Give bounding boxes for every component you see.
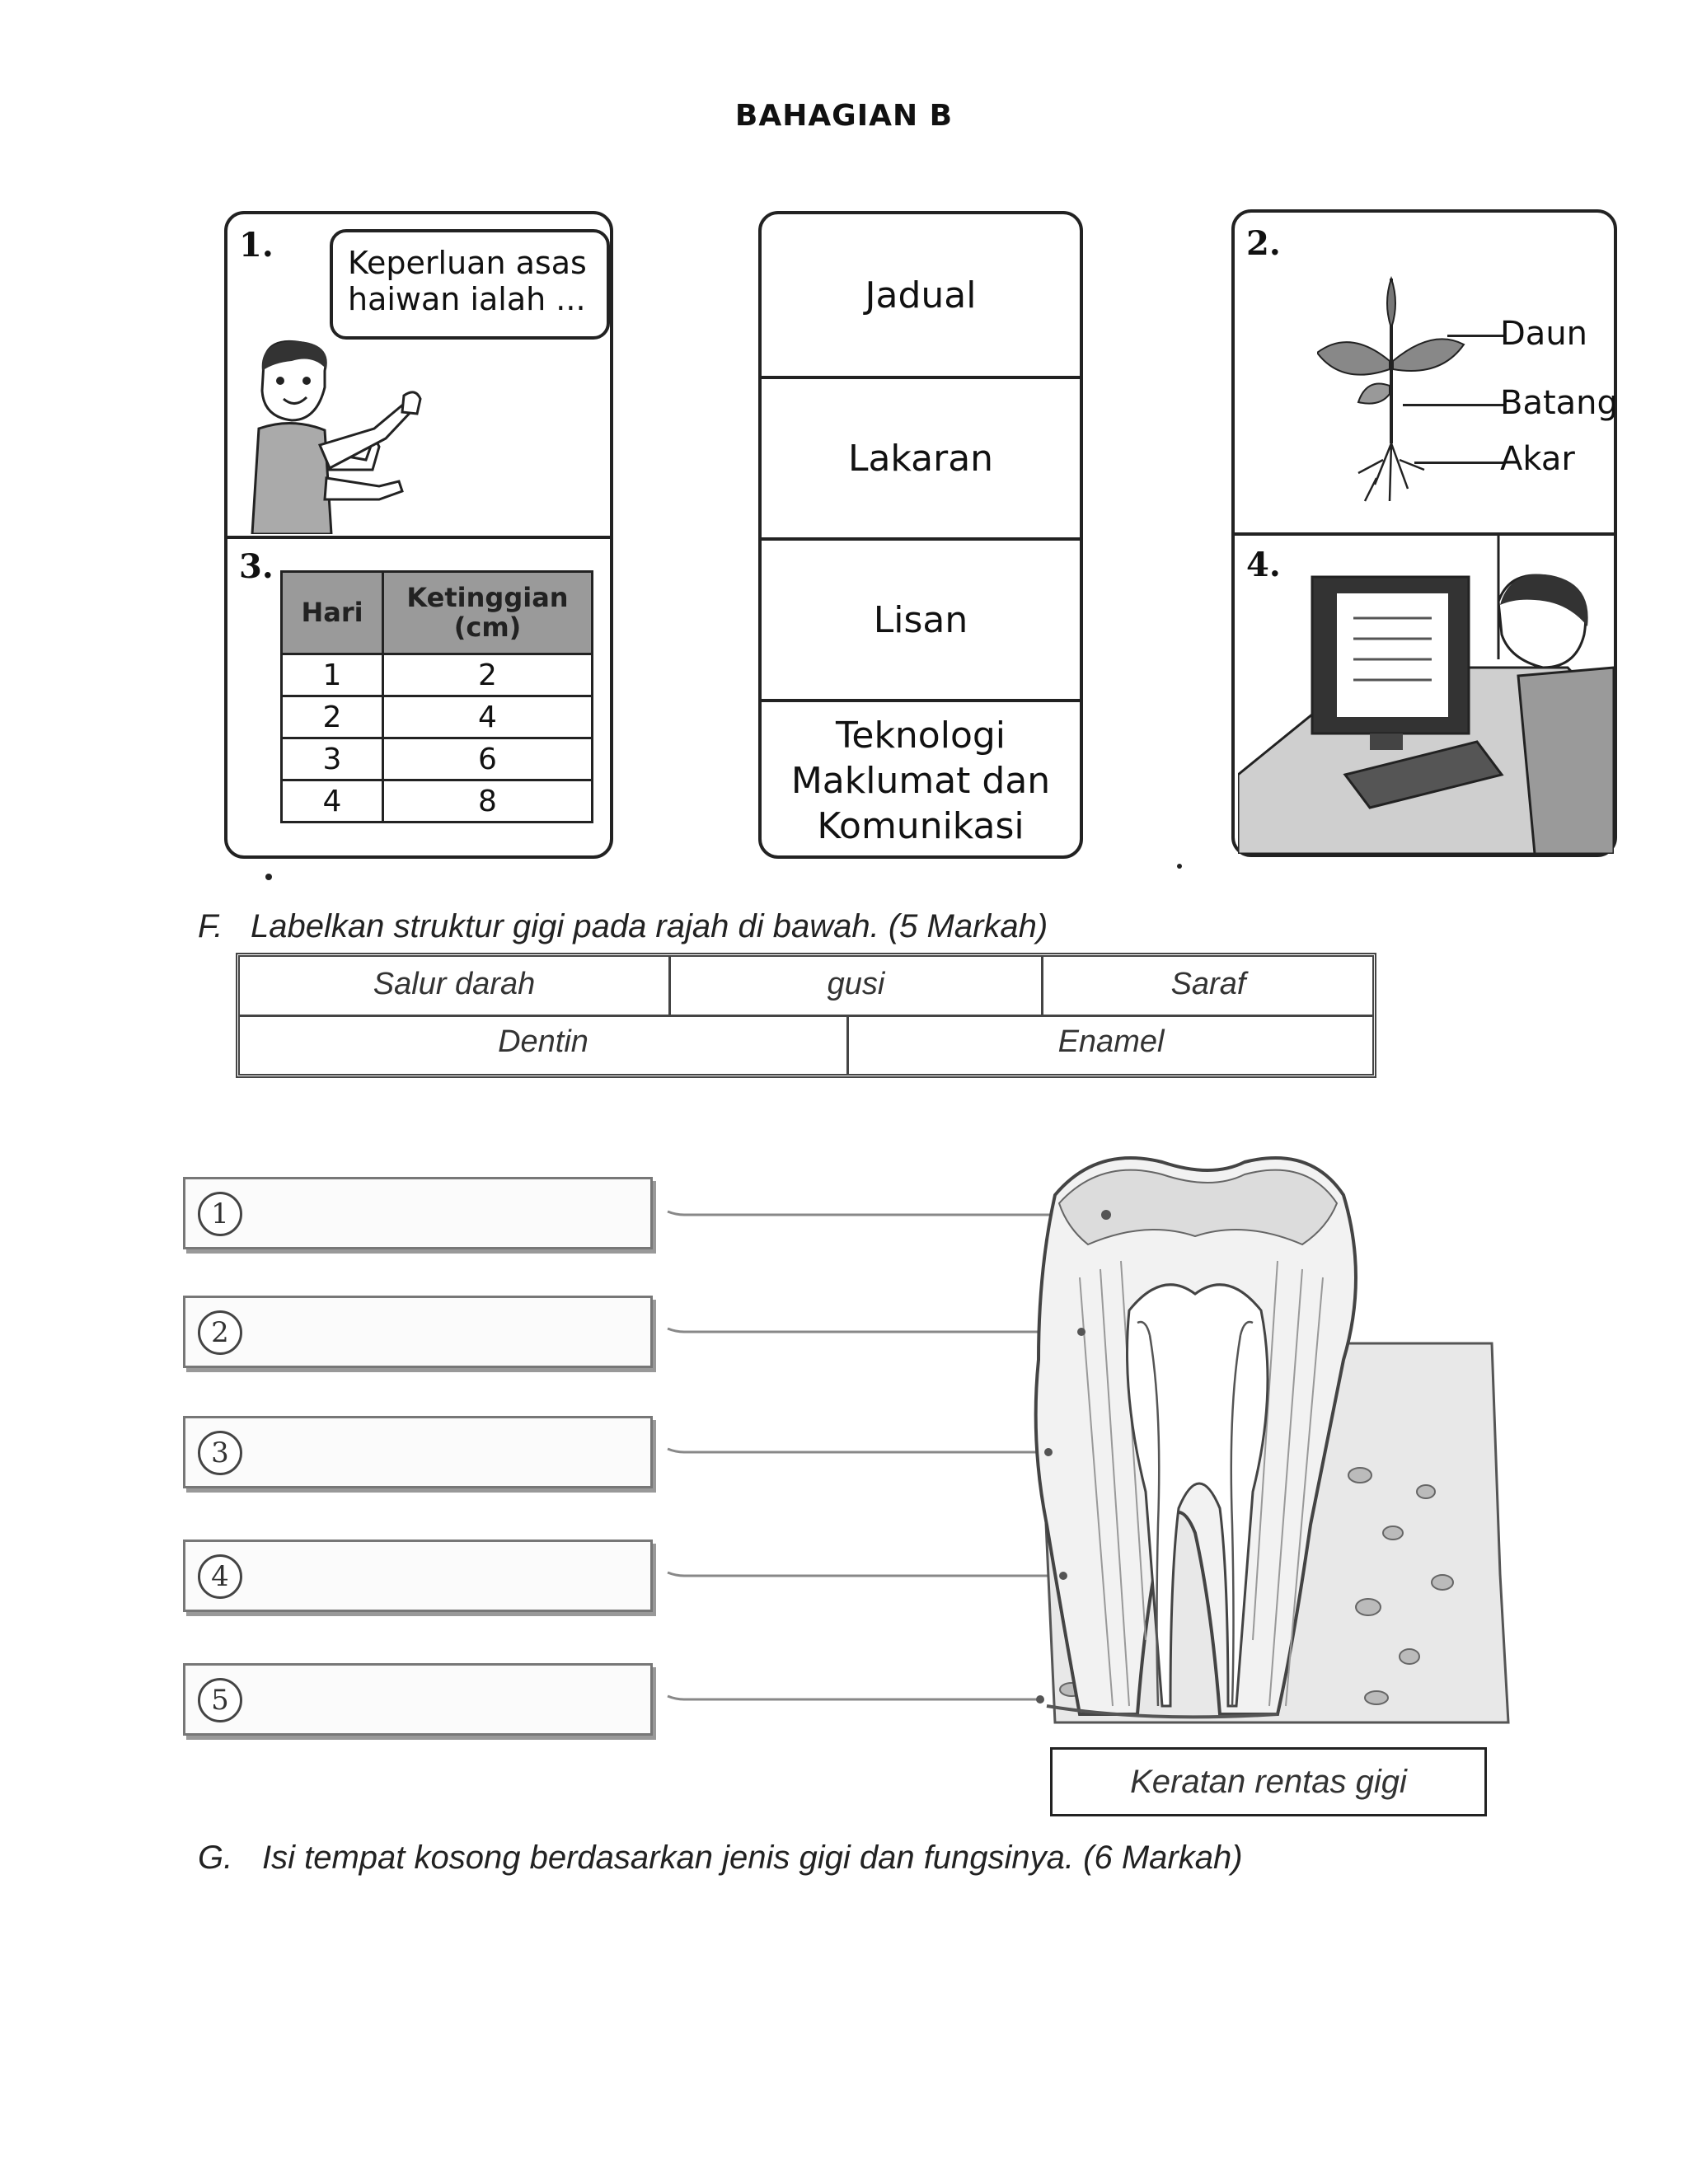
table-header-day: Hari — [282, 572, 383, 654]
plant-label-leaf: Daun — [1500, 315, 1588, 353]
method-cell-ict: Teknologi Maklumat dan Komunikasi — [790, 714, 1051, 847]
computer-illustration — [1238, 536, 1614, 854]
label-number: 5 — [198, 1678, 242, 1722]
plant-label-root: Akar — [1500, 440, 1575, 478]
panel-left — [224, 211, 613, 859]
table-cell: 1 — [282, 654, 383, 696]
label-box-5[interactable] — [183, 1663, 661, 1739]
question-f-text: Labelkan struktur gigi pada rajah di bawah. (5 Markah) — [251, 908, 1048, 944]
question-g-text: Isi tempat kosong berdasarkan jenis gigi dan fungsinya. (6 Markah) — [262, 1840, 1243, 1876]
speech-text: Keperluan asas haiwan ialah ... — [348, 245, 587, 317]
speck — [1177, 864, 1182, 869]
word-bank — [236, 953, 1376, 1078]
panel-right — [1231, 209, 1617, 857]
label-box-3[interactable] — [183, 1416, 661, 1492]
label-box-4[interactable] — [183, 1540, 661, 1615]
word-bank-row-divider — [240, 1015, 1372, 1017]
diagram-caption-text: Keratan rentas gigi — [1130, 1764, 1407, 1800]
table-cell: 8 — [383, 780, 593, 823]
word-bank-item: Dentin — [498, 1024, 588, 1059]
table-header-height: Ketinggian (cm) — [383, 572, 593, 654]
word-bank-item: Salur darah — [373, 967, 536, 1001]
question-f-letter: F. — [198, 908, 223, 944]
pointer-line — [1447, 335, 1505, 337]
panel-divider — [227, 536, 610, 539]
tooth-diagram — [651, 1146, 1517, 1755]
label-box-1[interactable] — [183, 1177, 661, 1253]
method-cell-sketch: Lakaran — [847, 437, 994, 480]
panel-number-1: 1. — [239, 226, 274, 265]
table-cell: 2 — [383, 654, 593, 696]
panel-number-3: 3. — [239, 547, 274, 586]
panel-number-4: 4. — [1246, 546, 1281, 584]
plant-label-stem: Batang — [1500, 384, 1618, 422]
method-cell-oral: Lisan — [873, 598, 968, 641]
pointer-line — [1403, 404, 1505, 406]
label-number: 4 — [198, 1554, 242, 1599]
word-bank-item: Enamel — [1057, 1024, 1165, 1059]
pointer-line — [1414, 462, 1505, 464]
height-table — [280, 570, 593, 823]
label-number: 1 — [198, 1192, 242, 1236]
table-cell: 2 — [282, 696, 383, 738]
speck — [265, 874, 272, 880]
word-bank-item: Saraf — [1170, 967, 1246, 1001]
method-cell-table: Jadual — [865, 274, 977, 316]
panel-middle — [758, 211, 1083, 859]
question-g-letter: G. — [198, 1840, 233, 1876]
table-cell: 3 — [282, 738, 383, 780]
panel-number-2: 2. — [1246, 224, 1281, 263]
label-number: 2 — [198, 1310, 242, 1355]
label-number: 3 — [198, 1431, 242, 1475]
table-cell: 4 — [383, 696, 593, 738]
boy-illustration — [234, 338, 481, 534]
section-title: BAHAGIAN B — [734, 99, 954, 133]
speech-bubble — [330, 229, 610, 340]
plant-illustration — [1317, 262, 1465, 509]
table-cell: 6 — [383, 738, 593, 780]
diagram-caption — [1050, 1747, 1487, 1816]
table-cell: 4 — [282, 780, 383, 823]
label-box-2[interactable] — [183, 1296, 661, 1371]
word-bank-item: gusi — [827, 967, 885, 1001]
